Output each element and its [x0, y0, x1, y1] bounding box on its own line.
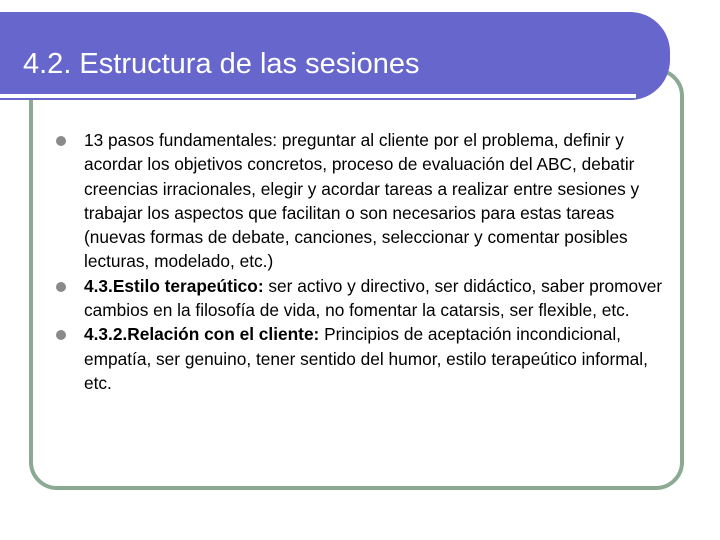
- bullet-text: Principios de aceptación incondicional, empatía, ser genuino, tener sentido del humor, estilo terapeútico informal, etc.: [84, 324, 648, 393]
- bullet-text: ser activo y directivo, ser didáctico, saber promover cambios en la filosofía de vida, no fomentar la catarsis, ser flexible, etc.: [84, 275, 663, 321]
- bullet-item: [56, 322, 668, 395]
- bullet-dot-icon: [56, 282, 66, 292]
- bullet-item: [56, 274, 668, 323]
- title-underline: [0, 94, 636, 98]
- bullet-text: 13 pasos fundamentales: preguntar al cliente por el problema, definir y acordar los objetivos concretos, proceso de evaluación del ABC, debatir creencias irracionales, elegir y acordar tareas a realizar entre sesiones y trabajar los aspectos que facilitan o son necesarios para estas tareas (nuevas formas de debate, canciones, seleccionar y comentar posibles lecturas, modelado, etc.): [84, 130, 640, 272]
- title-bar: [0, 12, 670, 100]
- bullet-heading: 4.3.Estilo terapeútico:: [84, 275, 264, 296]
- bullet-heading: 4.3.2.Relación con el cliente:: [84, 324, 320, 345]
- bullet-dot-icon: [56, 136, 66, 146]
- bullet-dot-icon: [56, 330, 66, 340]
- slide-content: [56, 128, 668, 395]
- slide-title: 4.2. Estructura de las sesiones: [23, 48, 420, 80]
- bullet-item: [56, 128, 668, 274]
- bullet-list: [56, 128, 668, 395]
